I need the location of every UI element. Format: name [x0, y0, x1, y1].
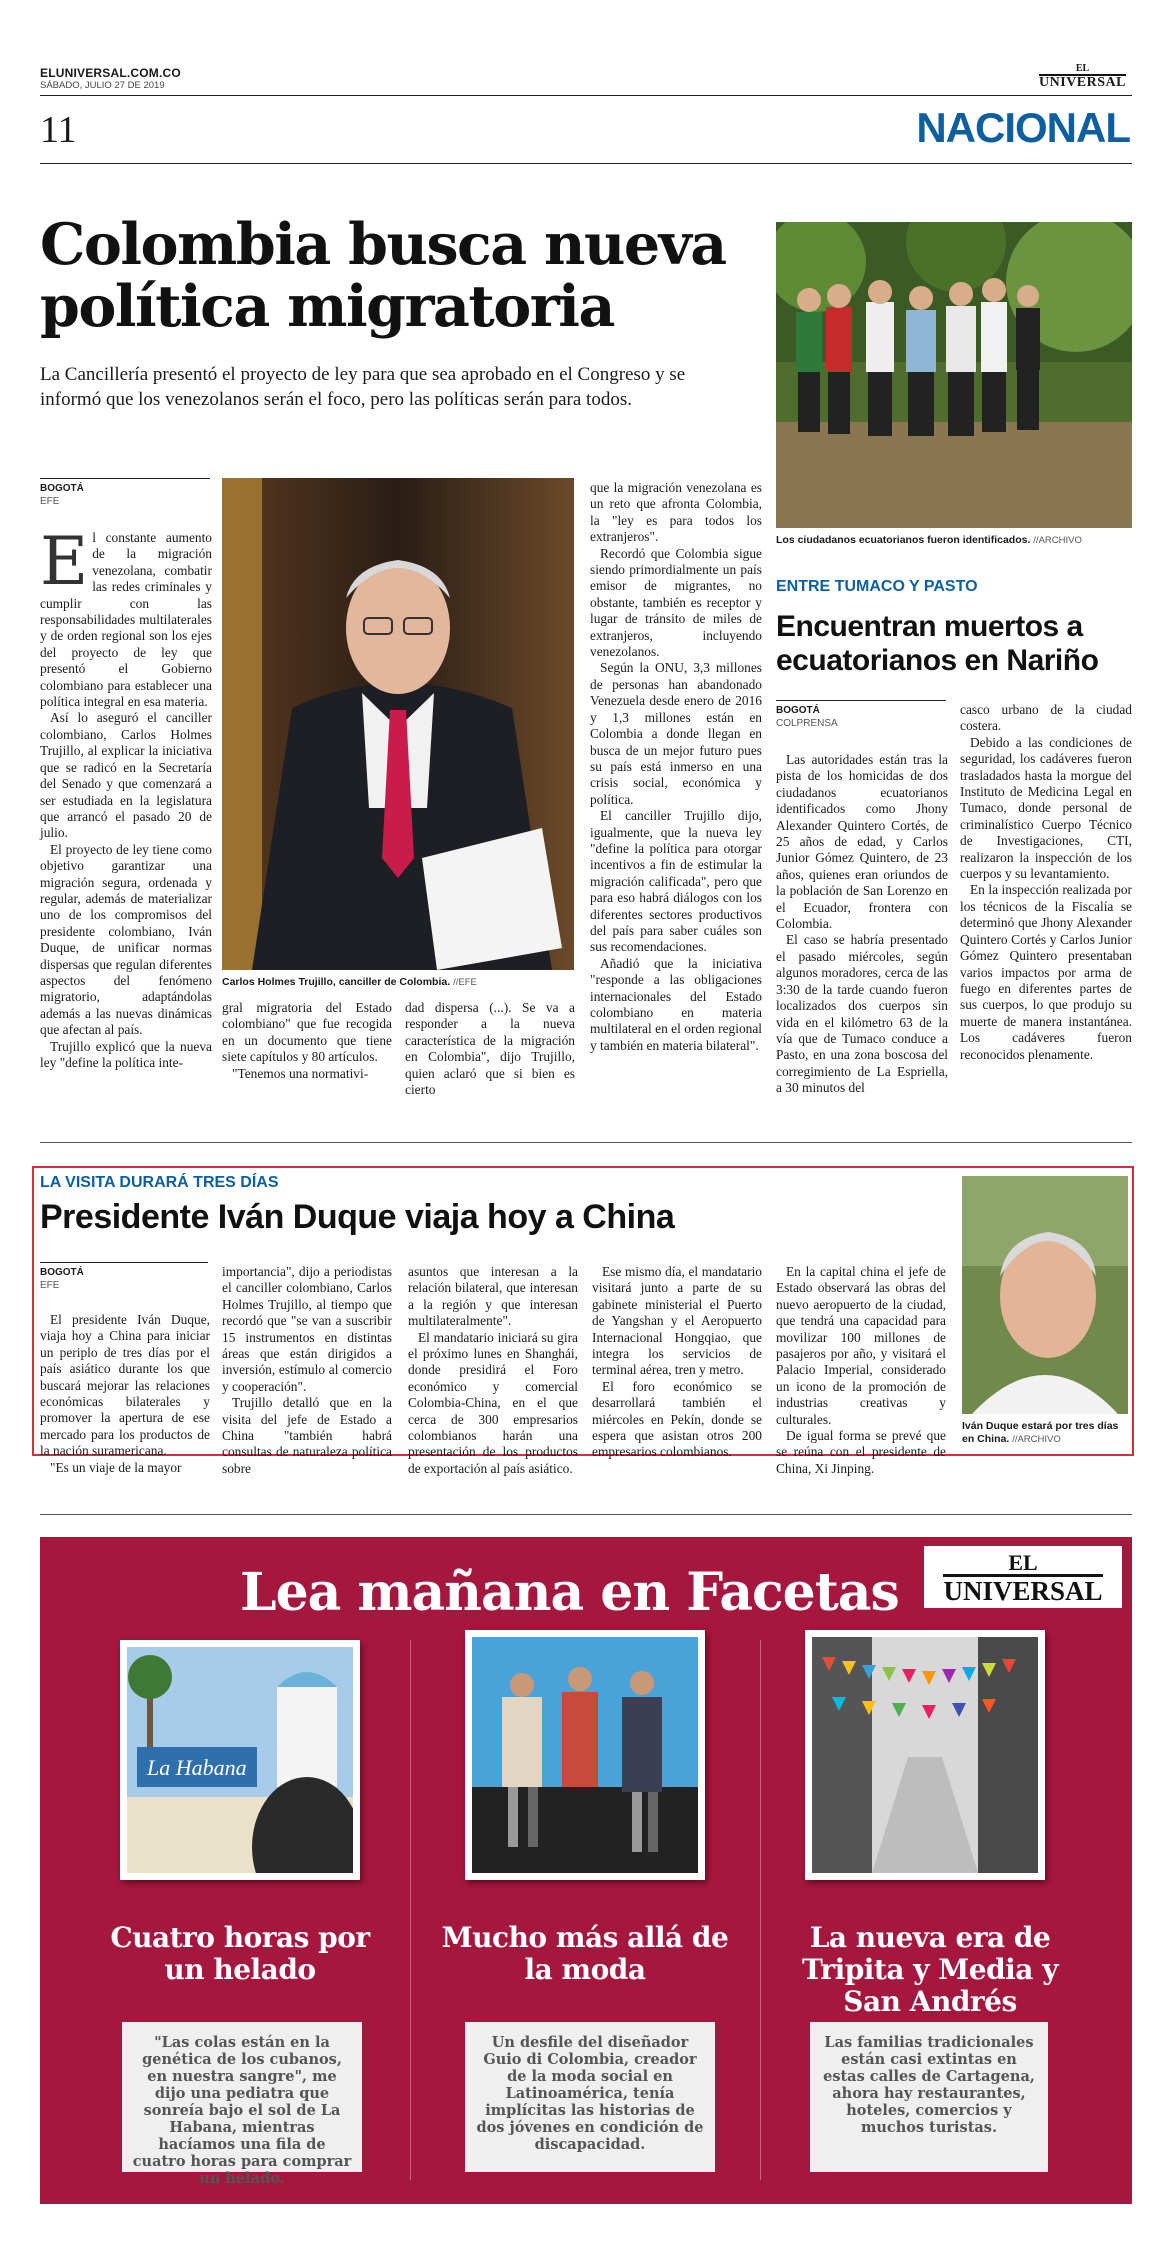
habana-sign: La Habana: [147, 1755, 247, 1780]
newspaper-logo[interactable]: [1039, 64, 1126, 88]
lead-byline: [40, 478, 210, 508]
paragraph: Según la ONU, 3,3 millones de personas han abandonado Venezuela desde enero de 2016 y 1,3 millones están en Colombia a donde llegan en busca de un mejor futuro pues su país está inmerso en una crisis social, económica y política.: [590, 660, 762, 807]
paragraph: asuntos que interesan a la relación bilateral, que interesan a la región y que interesan multilateralmente".: [408, 1264, 578, 1329]
promo-divider: [760, 1640, 761, 2180]
byline-city: BOGOTÁ: [40, 1267, 84, 1278]
side-column-1: [776, 752, 948, 1097]
caption-text: Iván Duque estará por tres días en China.: [962, 1420, 1119, 1445]
paragraph: l constante aumento de la migración venezolana, combatir las redes criminales y cumplir con las responsabilidades multilaterales y de orden regional son los ejes del proyecto de ley que presentó el Gobierno colombiano para establecer una política integral en esa materia.: [40, 530, 212, 710]
section-title: NACIONAL: [916, 104, 1130, 151]
canciller-photo: [222, 478, 574, 970]
paragraph: El foro económico se desarrollará también el miércoles en Pekín, donde se espera que asistan otros 200 empresarios colombianos.: [592, 1378, 762, 1460]
paragraph: En la inspección realizada por los técnicos de la Fiscalía se determinó que Jhony Alexander Quintero Cortés y Carlos Junior Gómez Quintero presentaban varios impactos por arma de fuego en diferentes partes de sus cuerpos, lo que produjo su muerte de manera instantánea. Los cadáveres fueron reconocidos plenamente.: [960, 882, 1132, 1062]
forest-illustration: [776, 222, 1132, 528]
lower-rule: [40, 1514, 1132, 1515]
canciller-illustration: [222, 478, 574, 970]
ecuatorianos-caption: [776, 534, 1136, 547]
logo-universal: UNIVERSAL: [943, 1576, 1103, 1606]
facetas-title: Lea mañana en Facetas: [240, 1562, 899, 1623]
promo-item-2-photo[interactable]: [465, 1630, 705, 1880]
duque-photo: [962, 1176, 1128, 1414]
paragraph: El proyecto de ley tiene como objetivo garantizar una migración segura, ordenada y regular, además de materializar uno de los compromisos del presidente colombiano, Iván Duque, de unificar normas dispersas que regulan diferentes aspectos del fenómeno migratorio, adaptándolas además a las nuevas dinámicas que afectan al país.: [40, 841, 212, 1038]
paragraph: De igual forma se prevé que se reúna con el presidente de China, Xi Jinping.: [776, 1428, 946, 1476]
lead-column-4: [590, 480, 762, 1054]
byline-city: BOGOTÁ: [776, 705, 820, 716]
lead-column-2: [222, 1000, 392, 1082]
paragraph: que la migración venezolana es un reto que afronta Colombia, la "ley es para todos los extranjeros".: [590, 480, 762, 545]
promo-item-2-desc: Un desfile del diseñador Guio di Colombia, creador de la moda social en Latinoamérica, tenía implícitas las historias de dos jóvenes en condición de discapacidad.: [465, 2022, 715, 2172]
china-kicker: LA VISITA DURARÁ TRES DÍAS: [40, 1174, 279, 1191]
runway-illustration: [472, 1637, 698, 1873]
drop-cap: E: [40, 523, 89, 600]
promo-item-1-desc: "Las colas están en la genética de los cubanos, en nuestra sangre", me dijo una pediatra que sonreía bajo el sol de La Habana, mientras hacíamos una fila de cuatro horas para comprar un helado.: [122, 2022, 362, 2172]
habana-illustration: [127, 1647, 353, 1873]
top-rule: [40, 95, 1132, 96]
paragraph: casco urbano de la ciudad costera.: [960, 702, 1132, 734]
paragraph: Así lo aseguró el canciller colombiano, Carlos Holmes Trujillo, al explicar la iniciativa que se radicó en la Secretaría del Senado y que comenzará a ser estudiada en la legislatura que arrancó el pasado 20 de julio.: [40, 710, 212, 841]
lead-headline: Colombia busca nueva política migratoria: [40, 211, 726, 340]
paragraph: gral migratoria del Estado colombiano" que fue recogida en un documento que tiene siete capítulos y 80 artículos.: [222, 1000, 392, 1065]
byline-agency: EFE: [40, 1280, 60, 1291]
issue-date: SÁBADO, JULIO 27 DE 2019: [40, 80, 165, 91]
caption-credit: //ARCHIVO: [1012, 1434, 1061, 1445]
side-column-2: [960, 702, 1132, 1063]
paragraph: dad dispersa (...). Se va a responder a la nueva característica de la migración en Colombia", dijo Trujillo, quien aclaró que si bien es cierto: [405, 1000, 575, 1098]
paragraph: Trujillo explicó que la nueva ley "define la política inte-: [40, 1038, 212, 1070]
paragraph: El canciller Trujillo dijo, igualmente, que la nueva ley "define la política para otorgar incentivos a fin de estimular la migración calificada", pero que para eso habrá diálogos con los diferentes sectores productivos del país para saber cuáles son sus recomendaciones.: [590, 808, 762, 955]
promo-item-1-title[interactable]: Cuatro horas por un helado: [110, 1921, 370, 1986]
china-column-2: [222, 1264, 392, 1477]
promo-item-2-title[interactable]: Mucho más allá de la moda: [441, 1921, 729, 1986]
paragraph: "Es un viaje de la mayor: [50, 1459, 182, 1475]
canciller-caption: [222, 976, 582, 989]
promo-item-3-title[interactable]: La nueva era de Tripita y Media y San Andrés: [802, 1921, 1058, 2018]
china-column-1: [40, 1312, 210, 1476]
logo-el: EL: [1008, 1550, 1038, 1575]
promo-divider: [410, 1640, 411, 2180]
paragraph: "Tenemos una normativi-: [232, 1065, 369, 1081]
duque-caption: [962, 1420, 1130, 1446]
street-illustration: [812, 1637, 1038, 1873]
paragraph: Trujillo detalló que en la visita del jefe de Estado a China "también habrá consultas de naturaleza política sobre: [222, 1395, 392, 1476]
paragraph: Ese mismo día, el mandatario visitará junto a parte de su gabinete ministerial el Puerto de Yangshan y el Aeropuerto Internacional Hongqiao, que integra los servicios de terminal aérea, tren y metro.: [592, 1264, 762, 1378]
china-headline: Presidente Iván Duque viaja hoy a China: [40, 1198, 675, 1236]
china-column-3: [408, 1264, 578, 1477]
paragraph: Recordó que Colombia sigue siendo primordialmente un país emisor de migrantes, no obstante, también es receptor y lugar de tránsito de miles de extranjeros, incluyendo venezolanos.: [590, 545, 762, 660]
china-byline: [40, 1262, 208, 1292]
paragraph: Debido a las condiciones de seguridad, los cadáveres fueron trasladados hasta la morgue del Instituto de Medicina Legal en Tumaco, donde personal de criminalístico Cuerpo Técnico de Investigaciones, CTI, realizaron la inspección de los cuerpos y su levantamiento.: [960, 734, 1132, 882]
ecuatorianos-photo: [776, 222, 1132, 528]
paragraph: En la capital china el jefe de Estado observará las obras del nuevo aeropuerto de la ciudad, que tendrá una capacidad para movilizar 100 millones de pasajeros por año, y visitará el Palacio Imperial, considerado un icono de la promoción de industrias creativas y culturales.: [776, 1264, 946, 1427]
china-column-5: [776, 1264, 946, 1477]
paragraph: Las autoridades están tras la pista de los homicidas de dos ciudadanos ecuatorianos identificados como Jhony Alexander Quintero Cortés, de 25 años de edad, y Carlos Junior Gómez Quintero, de 23 años, quienes eran oriundos de la población de San Lorenzo en el Ecuador, frontera con Colombia.: [776, 752, 948, 932]
paragraph: El caso se habría presentado el pasado miércoles, según algunos moradores, cerca de las 3:30 de la tarde cuando fueron localizados dos cuerpos sin vida en el kilómetro 63 de la vía que de Tumaco conduce a Pasto, en una zona boscosa del corregimiento de La Espriella, a 30 minutos del: [776, 932, 948, 1096]
caption-text: Carlos Holmes Trujillo, canciller de Colombia.: [222, 976, 451, 988]
byline-agency: COLPRENSA: [776, 718, 838, 729]
paragraph: El mandatario iniciará su gira el próximo lunes en Shanghái, donde presidirá el Foro económico y comercial Colombia-China, en el que cerca de 300 empresarios colombianos harán una presentación de los productos de exportación al país asiático.: [408, 1329, 578, 1476]
paragraph: Añadió que la iniciativa "responde a las obligaciones internacionales del Estado colombiano en materia multilateral en el orden regional y también en materia bilateral".: [590, 955, 762, 1053]
middle-rule: [40, 1142, 1132, 1143]
lead-deck: La Cancillería presentó el proyecto de ley para que sea aprobado en el Congreso y se informó que los venezolanos serán el foco, pero las políticas serán para todos.: [40, 364, 686, 410]
site-url[interactable]: ELUNIVERSAL.COM.CO: [40, 66, 181, 80]
paragraph: El presidente Iván Duque, viaja hoy a China para iniciar un periplo de tres días por el país asiático durante los que buscará mejorar las relaciones económicas bilaterales y promover la apertura de ese mercado para los productos de la nación suramericana.: [40, 1312, 210, 1459]
side-kicker: ENTRE TUMACO Y PASTO: [776, 578, 978, 595]
side-headline: Encuentran muertos a ecuatorianos en Nariño: [776, 610, 1099, 677]
byline-agency: EFE: [40, 496, 60, 507]
china-column-4: [592, 1264, 762, 1461]
caption-credit: //ARCHIVO: [1033, 535, 1082, 546]
paragraph: importancia", dijo a periodistas el canciller colombiano, Carlos Holmes Trujillo, al tiempo que recordó que "se van a suscribir 15 instrumentos en distintas áreas que están dirigidos a inversión, estímulo al comercio y cooperación".: [222, 1264, 392, 1394]
duque-illustration: [962, 1176, 1128, 1414]
promo-item-1-photo[interactable]: [120, 1640, 360, 1880]
caption-credit: //EFE: [453, 977, 477, 988]
lead-column-1: [40, 523, 212, 1071]
promo-item-3-photo[interactable]: [805, 1630, 1045, 1880]
lead-column-3: [405, 1000, 575, 1098]
section-rule: [40, 163, 1132, 164]
side-byline: [776, 700, 946, 730]
facetas-logo[interactable]: [924, 1546, 1122, 1608]
byline-city: BOGOTÁ: [40, 483, 84, 494]
logo-el: EL: [1075, 63, 1090, 74]
page-number: 11: [40, 109, 77, 151]
promo-item-3-desc: Las familias tradicionales están casi extintas en estas calles de Cartagena, ahora hay restaurantes, hoteles, comercios y muchos turistas.: [810, 2022, 1048, 2172]
logo-universal: UNIVERSAL: [1039, 75, 1126, 90]
caption-text: Los ciudadanos ecuatorianos fueron identificados.: [776, 534, 1031, 546]
